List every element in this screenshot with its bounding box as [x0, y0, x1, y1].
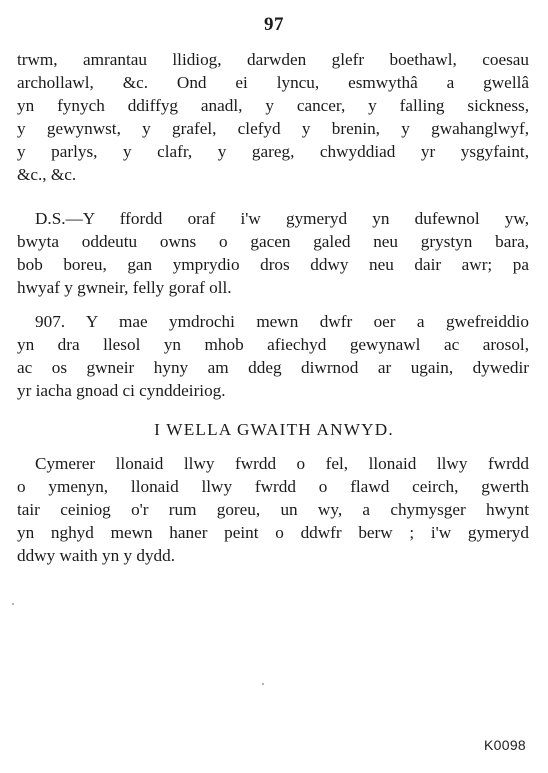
catalog-code: K0098 [484, 737, 526, 753]
text-line: ac os gwneir hyny am ddeg diwrnod ar ugain, dywedir [17, 358, 529, 378]
text-line: 907. Y mae ymdrochi mewn dwfr oer a gwefreiddio [35, 312, 529, 331]
text-line: o ymenyn, llonaid llwy fwrdd o flawd ceirch, gwerth [17, 477, 529, 497]
text-line: D.S.—Y ffordd oraf i'w gymeryd yn dufewnol yw, [35, 209, 529, 228]
text-line: trwm, amrantau llidiog, darwden glefr boethawl, coesau [17, 50, 529, 69]
paragraph-symptoms [17, 48, 529, 187]
text-line: tair ceiniog o'r rum goreu, un wy, a chymysger hwynt [17, 500, 529, 520]
text-line: &c., &c. [17, 165, 77, 185]
text-line: yr iacha gnoad ci cynddeiriog. [17, 381, 226, 401]
text-line: Cymerer llonaid llwy fwrdd o fel, llonaid llwy fwrdd [35, 454, 529, 473]
text-line: ddwy waith yn y dydd. [17, 546, 176, 566]
text-line: y parlys, y clafr, y gareg, chwyddiad yr ysgyfaint, [17, 142, 529, 162]
text-line: y gewynwst, y grafel, clefyd y brenin, y gwahanglwyf, [17, 119, 529, 139]
text-line: yn fynych ddiffyg anadl, y cancer, y falling sickness, [17, 96, 529, 116]
text-line: archollawl, &c. Ond ei lyncu, esmwythâ a gwellâ [17, 73, 529, 93]
page-number: 97 [264, 14, 284, 35]
text-line: hwyaf y gwneir, felly goraf oll. [17, 278, 232, 298]
text-line: yn nghyd mewn haner peint o ddwfr berw ; i'w gymeryd [17, 523, 529, 543]
paragraph-remedy [17, 452, 529, 567]
paper-speck [12, 603, 14, 605]
text-line: bob boreu, gan ymprydio dros ddwy neu dair awr; pa [17, 255, 529, 275]
text-line: yn dra llesol yn mhob afiechyd gewynawl ac arosol, [17, 335, 529, 355]
paragraph-note [17, 207, 529, 299]
text-line: bwyta oddeutu owns o gacen galed neu grystyn bara, [17, 232, 529, 252]
section-heading: I WELLA GWAITH ANWYD. [154, 420, 394, 439]
paper-speck [262, 683, 264, 685]
paragraph-907 [17, 310, 529, 402]
